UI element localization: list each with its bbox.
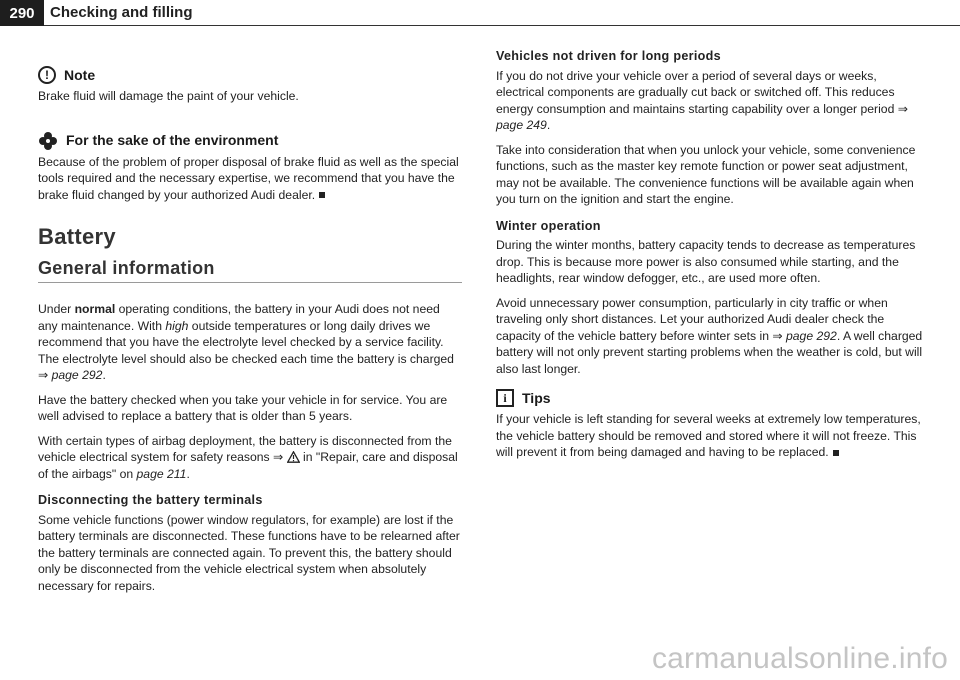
- paragraph-maintenance: Under normal operating conditions, the battery in your Audi does not need any maintenance. With high outside temperatures or long daily drives we recommend that you have the electrolyte level checked by a service facility. The electrolyte level should also be checked each time the battery is charged ⇒ page 292.: [38, 302, 454, 382]
- watermark: carmanualsonline.info: [651, 642, 948, 675]
- note-text: Brake fluid will damage the paint of your vehicle.: [38, 89, 299, 103]
- heading-disconnecting-terminals: Disconnecting the battery terminals: [38, 493, 263, 507]
- page-reference-link[interactable]: ⇒ page 292: [38, 368, 103, 382]
- right-column: [496, 48, 924, 469]
- header-rule: [44, 25, 960, 26]
- info-icon: i: [496, 389, 514, 407]
- section-title: Checking and filling: [50, 4, 193, 21]
- environment-heading: [38, 131, 462, 151]
- paragraph-airbag: With certain types of airbag deployment, the battery is disconnected from the vehicle electrical system for safety reasons ⇒ in "Repair, care and disposal of the airbags" on page 211.: [38, 433, 458, 481]
- heading-vehicles-not-driven: Vehicles not driven for long periods: [496, 49, 721, 63]
- warning-triangle-icon: [287, 451, 300, 463]
- left-column: [38, 48, 462, 602]
- paragraph-disconnecting: Some vehicle functions (power window regulators, for example) are lost if the battery terminals are disconnected. These functions have to be relearned after the battery terminals are connected again. To prevent this, the battery should only be disconnected from the vehicle electrical system when absolutely necessary for repairs.: [38, 512, 460, 593]
- page-number: 290: [0, 0, 44, 26]
- note-title: Note: [64, 66, 96, 83]
- page-reference-link[interactable]: page 211: [136, 466, 187, 481]
- environment-title: For the sake of the environment: [66, 132, 279, 149]
- page-reference-link[interactable]: ⇒ page 292: [772, 328, 837, 343]
- end-of-section-mark: [319, 192, 325, 198]
- heading-battery: Battery: [38, 224, 116, 249]
- paragraph-winter: During the winter months, battery capacity tends to decrease as temperatures drop. This is because more power is also consumed while starting, and the headlights, rear window defogger, etc., are used more often.: [496, 238, 916, 285]
- heading-winter-operation: Winter operation: [496, 218, 601, 233]
- tips-text: If your vehicle is left standing for several weeks at extremely low temperatures, the vehicle battery should be removed and stored where it will not freeze. This will prevent it from being damaged and having to be replaced.: [496, 412, 921, 459]
- tips-heading: [496, 389, 924, 407]
- leaf-icon: [38, 131, 58, 151]
- environment-text: Because of the problem of proper disposal of brake fluid as well as the special tools required and the necessary expertise, we recommend that you have the brake fluid changed by your authorized Audi dealer.: [38, 154, 459, 202]
- heading-general-information: General information: [38, 260, 462, 284]
- paragraph-power-consumption: Avoid unnecessary power consumption, particularly in city traffic or when traveling only short distances. Let your authorized Audi dealer check the capacity of the vehicle battery before winter sets in ⇒ page 292. A well charged battery will not only prevent starting problems when the weather is cold, but will also last longer.: [496, 295, 923, 376]
- paragraph-not-driven: If you do not drive your vehicle over a period of several days or weeks, electrical components are gradually cut back or switched off. This reduces energy consumption and maintains starting capability over a longer period ⇒ page 249.: [496, 68, 908, 132]
- page-reference-link[interactable]: ⇒ page 249: [496, 101, 908, 132]
- exclamation-circle-icon: !: [38, 66, 56, 84]
- note-heading: [38, 66, 462, 84]
- paragraph-service-check: Have the battery checked when you take your vehicle in for service. You are well advised to replace a battery that is older than 5 years.: [38, 392, 448, 423]
- paragraph-convenience: Take into consideration that when you unlock your vehicle, some convenience functions, such as the master key remote function or power seat adjustment, may not be available. The convenience functions will be available again when you turn on the ignition and start the engine.: [496, 142, 916, 206]
- tips-title: Tips: [522, 389, 551, 406]
- end-of-section-mark: [833, 450, 839, 456]
